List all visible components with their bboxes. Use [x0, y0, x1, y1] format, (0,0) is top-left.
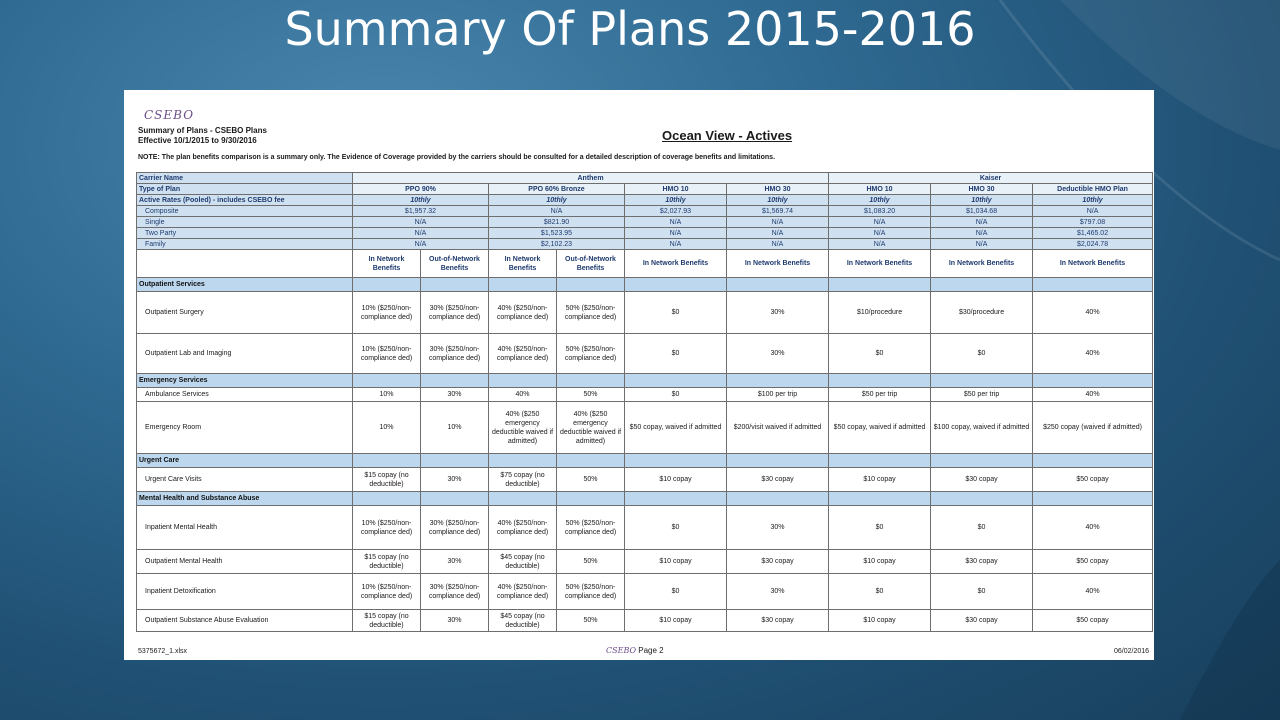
section-filler — [931, 454, 1033, 468]
section-filler — [557, 278, 625, 292]
benefit-value: $30 copay — [727, 610, 829, 632]
plan-type-cell: HMO 10 — [625, 184, 727, 195]
benefit-value: 40% — [1033, 388, 1153, 402]
benefit-label: Outpatient Surgery — [137, 292, 353, 334]
benefit-value: $30 copay — [931, 468, 1033, 492]
carrier-label: Carrier Name — [137, 173, 353, 184]
benefit-row — [137, 402, 1153, 454]
rate-value: N/A — [353, 228, 489, 239]
benefit-value: 40% ($250 emergency deductible waived if admitted) — [557, 402, 625, 454]
rate-row — [137, 228, 1153, 239]
benefit-value: 50% — [557, 388, 625, 402]
footer-brand: CSEBO — [606, 646, 637, 655]
footer-filename: 5375672_1.xlsx — [138, 648, 188, 655]
section-filler — [1033, 374, 1153, 388]
benefit-value: $45 copay (no deductible) — [489, 550, 557, 574]
network-header-cell: In Network Benefits — [1033, 250, 1153, 278]
plan-document — [124, 90, 1154, 660]
section-filler — [421, 278, 489, 292]
section-filler — [421, 454, 489, 468]
benefit-value: $10 copay — [829, 550, 931, 574]
section-filler — [829, 374, 931, 388]
benefit-row — [137, 610, 1153, 632]
rate-value: N/A — [625, 228, 727, 239]
rate-value: N/A — [1033, 206, 1153, 217]
section-filler — [625, 374, 727, 388]
benefit-value: 30% ($250/non-compliance ded) — [421, 506, 489, 550]
benefit-value: 10% — [353, 402, 421, 454]
benefit-value: 40% — [1033, 292, 1153, 334]
benefit-value: 10% ($250/non-compliance ded) — [353, 506, 421, 550]
section-filler — [727, 374, 829, 388]
benefit-value: $10 copay — [829, 468, 931, 492]
benefit-label: Outpatient Mental Health — [137, 550, 353, 574]
rate-value: $2,024.78 — [1033, 239, 1153, 250]
footer-page-number: Page 2 — [638, 646, 664, 655]
benefit-value: 50% ($250/non-compliance ded) — [557, 506, 625, 550]
plan-type-cell: PPO 90% — [353, 184, 489, 195]
benefit-value: $200/visit waived if admitted — [727, 402, 829, 454]
benefit-value: 30% — [727, 506, 829, 550]
benefit-value: 30% ($250/non-compliance ded) — [421, 334, 489, 374]
network-header-cell: In Network Benefits — [625, 250, 727, 278]
rate-value: $1,957.32 — [353, 206, 489, 217]
benefit-value: 30% — [421, 388, 489, 402]
benefit-value: $100 copay, waived if admitted — [931, 402, 1033, 454]
active-rates-label: Active Rates (Pooled) - includes CSEBO fee — [137, 195, 353, 206]
benefit-value: $0 — [829, 334, 931, 374]
benefit-value: $0 — [625, 506, 727, 550]
benefit-value: $30 copay — [931, 550, 1033, 574]
section-filler — [1033, 278, 1153, 292]
rate-label: Single — [137, 217, 353, 228]
benefit-value: $250 copay (waived if admitted) — [1033, 402, 1153, 454]
plan-type-label: Type of Plan — [137, 184, 353, 195]
benefit-value: $30 copay — [931, 610, 1033, 632]
benefit-value: $50 per trip — [829, 388, 931, 402]
footer-page — [606, 646, 664, 655]
carrier-kaiser: Kaiser — [829, 173, 1153, 184]
benefit-value: $45 copay (no deductible) — [489, 610, 557, 632]
rate-value: $2,102.23 — [489, 239, 625, 250]
benefit-label: Urgent Care Visits — [137, 468, 353, 492]
benefit-value: $50 copay — [1033, 610, 1153, 632]
benefit-label: Inpatient Detoxification — [137, 574, 353, 610]
benefit-row — [137, 388, 1153, 402]
benefit-row — [137, 506, 1153, 550]
section-filler — [421, 492, 489, 506]
benefit-row — [137, 292, 1153, 334]
benefit-value: 30% — [727, 334, 829, 374]
slide-title: Summary Of Plans 2015-2016 — [284, 2, 976, 56]
section-title: Emergency Services — [137, 374, 353, 388]
benefit-row — [137, 550, 1153, 574]
section-filler — [353, 492, 421, 506]
carrier-row — [137, 173, 1153, 184]
section-filler — [489, 374, 557, 388]
rate-value: $1,569.74 — [727, 206, 829, 217]
benefit-value: 50% — [557, 610, 625, 632]
network-header-cell: In Network Benefits — [727, 250, 829, 278]
rate-row — [137, 206, 1153, 217]
section-filler — [353, 454, 421, 468]
document-title — [138, 126, 267, 146]
section-filler — [625, 454, 727, 468]
rate-value: N/A — [625, 217, 727, 228]
footer-date: 06/02/2016 — [1114, 648, 1150, 655]
rate-label: Two Party — [137, 228, 353, 239]
section-filler — [489, 492, 557, 506]
rate-value: N/A — [353, 217, 489, 228]
carrier-anthem: Anthem — [353, 173, 829, 184]
benefit-value: $50 copay — [1033, 550, 1153, 574]
plan-type-cell: Deductible HMO Plan — [1033, 184, 1153, 195]
section-filler — [829, 278, 931, 292]
benefit-value: 40% — [1033, 334, 1153, 374]
benefit-label: Ambulance Services — [137, 388, 353, 402]
benefit-value: $15 copay (no deductible) — [353, 468, 421, 492]
rate-basis-row — [137, 195, 1153, 206]
benefit-value: 40% ($250/non-compliance ded) — [489, 506, 557, 550]
section-filler — [489, 454, 557, 468]
section-filler — [557, 454, 625, 468]
network-header-blank — [137, 250, 353, 278]
rate-basis-cell: 10thly — [829, 195, 931, 206]
section-title: Outpatient Services — [137, 278, 353, 292]
benefit-value: $10 copay — [829, 610, 931, 632]
network-header-cell: Out-of-Network Benefits — [557, 250, 625, 278]
rate-value: $821.90 — [489, 217, 625, 228]
rate-value: N/A — [727, 217, 829, 228]
plan-type-cell: PPO 60% Bronze — [489, 184, 625, 195]
benefit-value: $0 — [625, 574, 727, 610]
document-title-line1: Summary of Plans - CSEBO Plans — [138, 126, 267, 135]
benefit-value: 30% — [421, 468, 489, 492]
benefit-value: 30% ($250/non-compliance ded) — [421, 292, 489, 334]
section-header-row — [137, 278, 1153, 292]
sheet-title: Ocean View - Actives — [662, 128, 793, 143]
rate-value: N/A — [829, 228, 931, 239]
benefit-value: 10% ($250/non-compliance ded) — [353, 334, 421, 374]
rate-basis-cell: 10thly — [353, 195, 489, 206]
section-title: Mental Health and Substance Abuse — [137, 492, 353, 506]
rate-row — [137, 217, 1153, 228]
benefit-label: Emergency Room — [137, 402, 353, 454]
section-filler — [353, 278, 421, 292]
network-header-cell: In Network Benefits — [829, 250, 931, 278]
benefit-value: 40% ($250 emergency deductible waived if admitted) — [489, 402, 557, 454]
network-header-cell: In Network Benefits — [931, 250, 1033, 278]
benefit-value: $10 copay — [625, 550, 727, 574]
benefit-value: 40% — [489, 388, 557, 402]
section-filler — [727, 454, 829, 468]
rate-basis-cell: 10thly — [625, 195, 727, 206]
benefit-row — [137, 468, 1153, 492]
benefit-value: $50 copay, waived if admitted — [829, 402, 931, 454]
benefit-value: $0 — [931, 334, 1033, 374]
network-header-cell: Out-of-Network Benefits — [421, 250, 489, 278]
rate-value: $1,083.20 — [829, 206, 931, 217]
network-header-cell: In Network Benefits — [353, 250, 421, 278]
section-filler — [931, 492, 1033, 506]
section-filler — [489, 278, 557, 292]
rate-basis-cell: 10thly — [931, 195, 1033, 206]
section-filler — [625, 492, 727, 506]
benefit-value: 30% — [421, 610, 489, 632]
benefit-value: 30% — [727, 574, 829, 610]
benefit-value: 40% — [1033, 574, 1153, 610]
benefit-row — [137, 574, 1153, 610]
benefit-value: 50% — [557, 550, 625, 574]
section-filler — [931, 278, 1033, 292]
network-header-cell: In Network Benefits — [489, 250, 557, 278]
section-filler — [421, 374, 489, 388]
section-filler — [829, 492, 931, 506]
rate-value: $1,465.02 — [1033, 228, 1153, 239]
benefit-value: $0 — [625, 334, 727, 374]
section-filler — [829, 454, 931, 468]
benefit-value: 50% ($250/non-compliance ded) — [557, 292, 625, 334]
rate-basis-cell: 10thly — [489, 195, 625, 206]
plan-type-cell: HMO 30 — [727, 184, 829, 195]
csebo-logo: CSEBO — [144, 108, 195, 122]
section-filler — [557, 374, 625, 388]
rate-row — [137, 239, 1153, 250]
benefit-value: $0 — [829, 574, 931, 610]
benefit-value: $0 — [931, 574, 1033, 610]
rate-value: $1,523.95 — [489, 228, 625, 239]
benefit-value: $0 — [931, 506, 1033, 550]
rate-value: N/A — [625, 239, 727, 250]
section-filler — [1033, 492, 1153, 506]
benefit-value: 50% — [557, 468, 625, 492]
rate-value: N/A — [353, 239, 489, 250]
network-header-row — [137, 250, 1153, 278]
benefit-row — [137, 334, 1153, 374]
benefit-value: $15 copay (no deductible) — [353, 550, 421, 574]
plan-type-cell: HMO 30 — [931, 184, 1033, 195]
benefit-value: 10% — [421, 402, 489, 454]
benefit-value: $10 copay — [625, 610, 727, 632]
section-filler — [625, 278, 727, 292]
benefit-value: $50 copay — [1033, 468, 1153, 492]
rate-value: $1,034.68 — [931, 206, 1033, 217]
rate-basis-cell: 10thly — [727, 195, 829, 206]
benefit-value: 30% — [421, 550, 489, 574]
section-header-row — [137, 492, 1153, 506]
benefit-value: $0 — [625, 292, 727, 334]
section-filler — [931, 374, 1033, 388]
rate-value: $797.08 — [1033, 217, 1153, 228]
benefit-value: 40% — [1033, 506, 1153, 550]
section-filler — [353, 374, 421, 388]
benefit-value: 30% ($250/non-compliance ded) — [421, 574, 489, 610]
section-filler — [557, 492, 625, 506]
benefit-value: 50% ($250/non-compliance ded) — [557, 574, 625, 610]
rate-value: $2,027.93 — [625, 206, 727, 217]
benefit-value: $10/procedure — [829, 292, 931, 334]
benefit-value: 10% ($250/non-compliance ded) — [353, 292, 421, 334]
benefit-value: 40% ($250/non-compliance ded) — [489, 334, 557, 374]
rate-value: N/A — [489, 206, 625, 217]
section-header-row — [137, 454, 1153, 468]
benefit-value: $50 copay, waived if admitted — [625, 402, 727, 454]
rate-value: N/A — [931, 217, 1033, 228]
benefit-value: 10% ($250/non-compliance ded) — [353, 574, 421, 610]
plan-type-cell: HMO 10 — [829, 184, 931, 195]
plans-table — [136, 172, 1153, 632]
benefit-value: 10% — [353, 388, 421, 402]
rate-value: N/A — [829, 239, 931, 250]
section-header-row — [137, 374, 1153, 388]
disclaimer-note: NOTE: The plan benefits comparison is a summary only. The Evidence of Coverage provided by the carriers should be consulted for a detailed description of coverage benefits and limitations. — [138, 154, 776, 161]
section-title: Urgent Care — [137, 454, 353, 468]
rate-basis-cell: 10thly — [1033, 195, 1153, 206]
rate-value: N/A — [727, 228, 829, 239]
benefit-value: $30 copay — [727, 550, 829, 574]
benefit-value: $0 — [829, 506, 931, 550]
rate-label: Composite — [137, 206, 353, 217]
rate-value: N/A — [931, 239, 1033, 250]
rate-value: N/A — [727, 239, 829, 250]
plan-type-row — [137, 184, 1153, 195]
benefit-value: $30 copay — [727, 468, 829, 492]
benefit-label: Inpatient Mental Health — [137, 506, 353, 550]
benefit-value: 30% — [727, 292, 829, 334]
benefit-value: $15 copay (no deductible) — [353, 610, 421, 632]
benefit-value: 50% ($250/non-compliance ded) — [557, 334, 625, 374]
benefit-value: $0 — [625, 388, 727, 402]
benefit-value: 40% ($250/non-compliance ded) — [489, 574, 557, 610]
benefit-value: $10 copay — [625, 468, 727, 492]
rate-label: Family — [137, 239, 353, 250]
rate-value: N/A — [829, 217, 931, 228]
section-filler — [1033, 454, 1153, 468]
benefit-value: $75 copay (no deductible) — [489, 468, 557, 492]
benefit-value: $50 per trip — [931, 388, 1033, 402]
rate-value: N/A — [931, 228, 1033, 239]
section-filler — [727, 492, 829, 506]
benefit-label: Outpatient Substance Abuse Evaluation — [137, 610, 353, 632]
benefit-value: 40% ($250/non-compliance ded) — [489, 292, 557, 334]
benefit-label: Outpatient Lab and Imaging — [137, 334, 353, 374]
benefit-value: $30/procedure — [931, 292, 1033, 334]
benefit-value: $100 per trip — [727, 388, 829, 402]
section-filler — [727, 278, 829, 292]
document-title-line2: Effective 10/1/2015 to 9/30/2016 — [138, 136, 257, 145]
